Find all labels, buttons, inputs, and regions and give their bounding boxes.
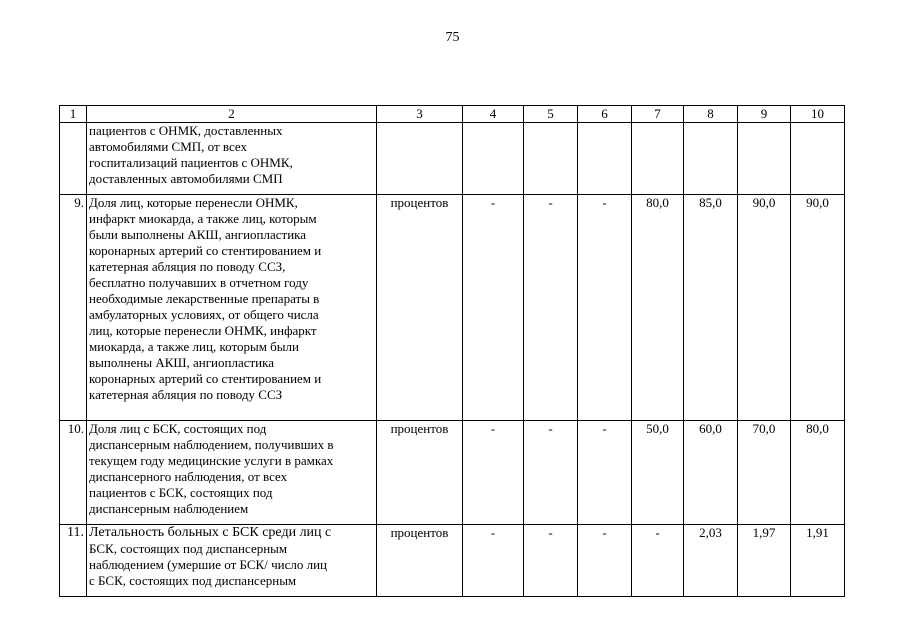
row-value (578, 123, 632, 195)
header-cell: 2 (87, 106, 377, 123)
description-line: Доля лиц, которые перенесли ОНМК, (89, 195, 298, 210)
row-unit: процентов (377, 421, 463, 525)
description-line: лиц, которые перенесли ОНМК, инфаркт (89, 323, 317, 338)
table-header-row (60, 106, 845, 123)
description-line: коронарных артерий со стентированием и (89, 371, 322, 386)
description-line: с БСК, состоящих под диспансерным (89, 573, 297, 588)
table-row (60, 525, 845, 597)
row-value: - (463, 195, 524, 421)
description-line: текущем году медицинские услуги в рамках (89, 453, 334, 468)
row-value: 70,0 (738, 421, 791, 525)
description-line: диспансерного наблюдения, от всех (89, 469, 288, 484)
row-value: - (524, 195, 578, 421)
row-value: 50,0 (632, 421, 684, 525)
row-value: - (578, 421, 632, 525)
row-value: - (578, 195, 632, 421)
row-number: 10. (60, 421, 87, 525)
description-line: диспансерным наблюдением (89, 501, 249, 516)
row-value (738, 123, 791, 195)
row-value: 80,0 (791, 421, 845, 525)
header-cell: 10 (791, 106, 845, 123)
row-value (791, 123, 845, 195)
row-description (87, 195, 377, 421)
table-row (60, 421, 845, 525)
row-description (87, 123, 377, 195)
row-value: 1,97 (738, 525, 791, 597)
row-value (463, 123, 524, 195)
description-line: Летальность больных с БСК среди лиц с (89, 525, 332, 540)
row-value: - (524, 421, 578, 525)
row-value: 90,0 (738, 195, 791, 421)
row-value: 80,0 (632, 195, 684, 421)
description-line: были выполнены АКШ, ангиопластика (89, 227, 307, 242)
description-line: Доля лиц с БСК, состоящих под (89, 421, 267, 436)
description-line: миокарда, а также лиц, которым были (89, 339, 299, 354)
header-cell: 4 (463, 106, 524, 123)
description-line: катетерная абляция по поводу ССЗ, (89, 259, 286, 274)
row-description (87, 421, 377, 525)
row-value: - (463, 525, 524, 597)
description-line: выполнены АКШ, ангиопластика (89, 355, 275, 370)
header-cell: 9 (738, 106, 791, 123)
description-line: БСК, состоящих под диспансерным (89, 541, 288, 556)
description-line: доставленных автомобилями СМП (89, 171, 283, 186)
header-cell: 7 (632, 106, 684, 123)
table-row (60, 123, 845, 195)
row-value: 90,0 (791, 195, 845, 421)
row-unit (377, 123, 463, 195)
description-line: необходимые лекарственные препараты в (89, 291, 320, 306)
row-value: - (632, 525, 684, 597)
header-cell: 1 (60, 106, 87, 123)
description-line: пациентов с БСК, состоящих под (89, 485, 273, 500)
row-value: - (578, 525, 632, 597)
row-value: 85,0 (684, 195, 738, 421)
row-value: 60,0 (684, 421, 738, 525)
description-line: катетерная абляция по поводу ССЗ (89, 387, 283, 402)
indicators-table (59, 105, 845, 597)
row-number: 11. (60, 525, 87, 597)
description-line: автомобилями СМП, от всех (89, 139, 248, 154)
row-unit: процентов (377, 195, 463, 421)
row-value: 1,91 (791, 525, 845, 597)
row-value: 2,03 (684, 525, 738, 597)
description-line: диспансерным наблюдением, получивших в (89, 437, 334, 452)
description-line: амбулаторных условиях, от общего числа (89, 307, 319, 322)
description-line: пациентов с ОНМК, доставленных (89, 123, 283, 138)
row-value: - (463, 421, 524, 525)
description-line: инфаркт миокарда, а также лиц, которым (89, 211, 317, 226)
page-number: 75 (445, 30, 460, 45)
row-value: - (524, 525, 578, 597)
description-line: бесплатно получавших в отчетном году (89, 275, 309, 290)
row-description (87, 525, 377, 597)
header-cell: 5 (524, 106, 578, 123)
table-row (60, 195, 845, 421)
row-value (632, 123, 684, 195)
header-cell: 8 (684, 106, 738, 123)
row-unit: процентов (377, 525, 463, 597)
header-cell: 3 (377, 106, 463, 123)
row-value (684, 123, 738, 195)
row-number: 9. (60, 195, 87, 421)
description-line: наблюдением (умершие от БСК/ число лиц (89, 557, 327, 572)
description-line: коронарных артерий со стентированием и (89, 243, 322, 258)
header-cell: 6 (578, 106, 632, 123)
row-number (60, 123, 87, 195)
description-line: госпитализаций пациентов с ОНМК, (89, 155, 293, 170)
row-value (524, 123, 578, 195)
